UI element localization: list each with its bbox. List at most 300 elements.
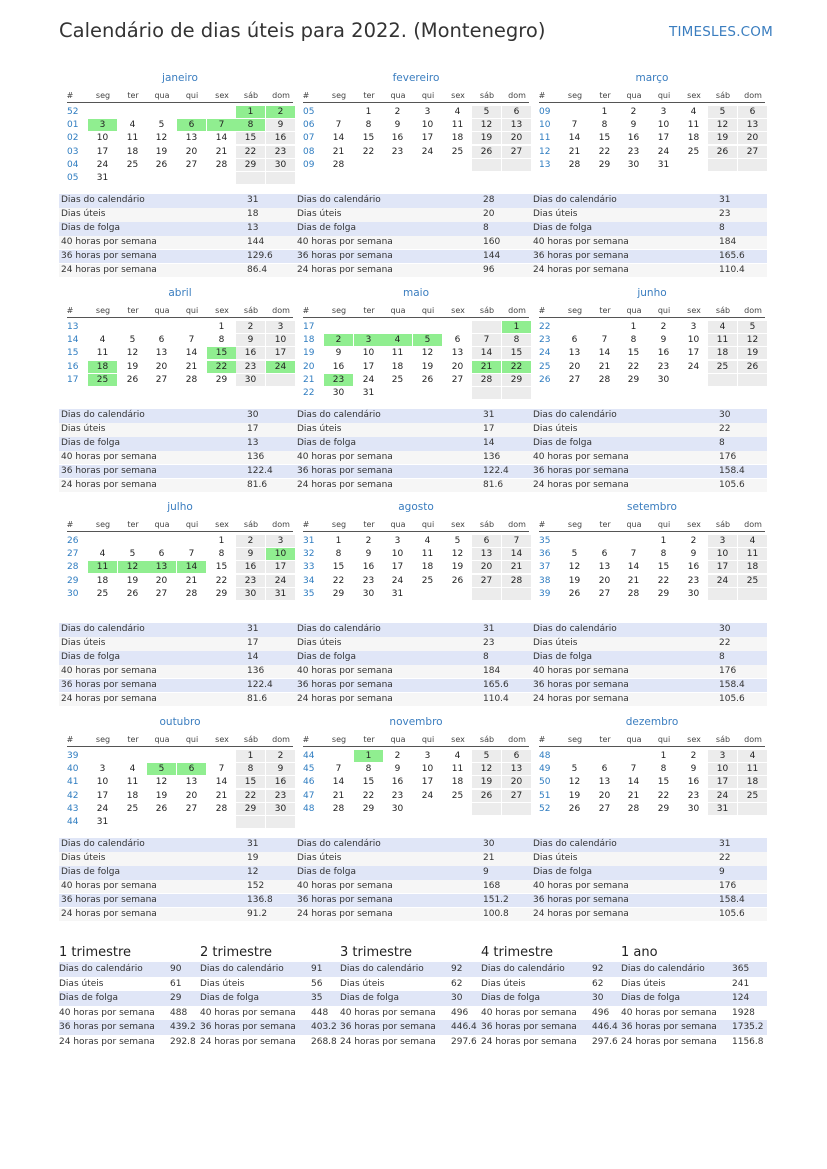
day-cell[interactable]: 30: [687, 588, 700, 599]
day-cell[interactable]: 1: [502, 321, 531, 333]
day-cell[interactable]: 3: [708, 750, 737, 762]
day-cell[interactable]: 15: [657, 777, 670, 788]
day-cell[interactable]: 11: [88, 561, 117, 573]
day-cell[interactable]: 1: [335, 536, 342, 546]
day-cell[interactable]: 25: [738, 790, 767, 802]
day-cell[interactable]: 7: [188, 549, 195, 560]
day-cell[interactable]: 17: [391, 562, 404, 573]
day-cell[interactable]: 7: [571, 120, 578, 131]
day-cell[interactable]: 26: [568, 588, 581, 599]
day-cell[interactable]: 27: [502, 146, 531, 158]
day-cell[interactable]: 16: [391, 777, 404, 788]
day-cell[interactable]: 22: [362, 790, 375, 801]
day-cell[interactable]: 31: [362, 388, 375, 398]
day-cell[interactable]: 31: [391, 588, 404, 599]
day-cell[interactable]: 21: [568, 146, 581, 157]
day-cell[interactable]: 18: [96, 575, 109, 586]
day-cell[interactable]: 11: [421, 549, 434, 560]
day-cell[interactable]: 25: [451, 790, 464, 801]
day-cell[interactable]: 13: [147, 561, 176, 573]
day-cell[interactable]: 28: [185, 374, 198, 385]
day-cell[interactable]: 2: [236, 535, 265, 547]
day-cell[interactable]: 2: [394, 751, 401, 761]
day-cell[interactable]: 25: [421, 575, 434, 586]
day-cell[interactable]: 23: [266, 790, 295, 802]
day-cell[interactable]: 20: [598, 575, 611, 586]
day-cell[interactable]: 5: [158, 120, 165, 131]
day-cell[interactable]: 24: [96, 803, 109, 814]
day-cell[interactable]: 8: [601, 120, 608, 131]
day-cell[interactable]: 30: [391, 803, 404, 814]
day-cell[interactable]: 5: [472, 750, 501, 762]
day-cell[interactable]: 21: [627, 790, 640, 801]
day-cell[interactable]: 13: [568, 348, 581, 359]
day-cell[interactable]: 5: [454, 536, 461, 546]
day-cell[interactable]: 27: [598, 803, 611, 814]
day-cell[interactable]: 5: [472, 106, 501, 118]
day-cell[interactable]: 15: [236, 132, 265, 144]
day-cell[interactable]: 22: [236, 146, 265, 158]
day-cell[interactable]: 3: [88, 119, 117, 131]
day-cell[interactable]: 16: [266, 776, 295, 788]
day-cell[interactable]: 12: [118, 561, 147, 573]
day-cell[interactable]: 13: [185, 133, 198, 144]
day-cell[interactable]: 1: [218, 322, 225, 332]
day-cell[interactable]: 28: [215, 159, 228, 170]
day-cell[interactable]: 30: [332, 388, 345, 398]
day-cell[interactable]: 14: [627, 562, 640, 573]
day-cell[interactable]: 9: [690, 549, 697, 560]
day-cell[interactable]: 21: [185, 575, 198, 586]
day-cell[interactable]: 23: [362, 575, 375, 586]
day-cell[interactable]: 24: [421, 790, 434, 801]
day-cell[interactable]: 14: [332, 777, 345, 788]
day-cell[interactable]: 26: [472, 146, 501, 158]
day-cell[interactable]: 19: [155, 146, 168, 157]
day-cell[interactable]: 25: [126, 803, 139, 814]
day-cell[interactable]: 1: [365, 107, 372, 117]
day-cell[interactable]: 19: [738, 347, 767, 359]
day-cell[interactable]: 25: [687, 146, 700, 157]
day-cell[interactable]: 21: [332, 146, 345, 157]
day-cell[interactable]: 2: [266, 750, 295, 762]
day-cell[interactable]: 19: [126, 361, 139, 372]
day-cell[interactable]: 13: [598, 562, 611, 573]
day-cell[interactable]: 5: [129, 335, 136, 346]
day-cell[interactable]: 18: [738, 776, 767, 788]
day-cell[interactable]: 24: [266, 575, 295, 587]
day-cell[interactable]: 16: [236, 347, 265, 359]
day-cell[interactable]: 23: [391, 146, 404, 157]
day-cell[interactable]: 7: [188, 335, 195, 346]
day-cell[interactable]: 8: [630, 335, 637, 346]
day-cell[interactable]: 29: [332, 588, 345, 599]
day-cell[interactable]: 4: [129, 120, 136, 131]
day-cell[interactable]: 19: [155, 790, 168, 801]
day-cell[interactable]: 23: [236, 361, 265, 373]
day-cell[interactable]: 13: [451, 348, 464, 359]
day-cell[interactable]: 30: [627, 159, 640, 170]
day-cell[interactable]: 8: [218, 335, 225, 346]
day-cell[interactable]: 9: [365, 549, 372, 560]
day-cell[interactable]: 16: [657, 348, 670, 359]
day-cell[interactable]: 27: [155, 588, 168, 599]
day-cell[interactable]: 6: [454, 335, 461, 346]
day-cell[interactable]: 8: [502, 334, 531, 346]
day-cell[interactable]: 15: [236, 776, 265, 788]
day-cell[interactable]: 23: [266, 146, 295, 158]
day-cell[interactable]: 17: [708, 776, 737, 788]
day-cell[interactable]: 11: [96, 348, 109, 359]
day-cell[interactable]: 22: [362, 146, 375, 157]
day-cell[interactable]: 31: [96, 817, 109, 827]
day-cell[interactable]: 18: [88, 361, 117, 373]
day-cell[interactable]: 22: [236, 790, 265, 802]
day-cell[interactable]: 15: [332, 562, 345, 573]
day-cell[interactable]: 8: [236, 763, 265, 775]
day-cell[interactable]: 28: [598, 374, 611, 385]
day-cell[interactable]: 31: [708, 803, 737, 815]
day-cell[interactable]: 6: [502, 750, 531, 762]
day-cell[interactable]: 4: [99, 335, 106, 346]
day-cell[interactable]: 24: [708, 790, 737, 802]
day-cell[interactable]: 22: [207, 361, 236, 373]
day-cell[interactable]: 6: [738, 106, 767, 118]
day-cell[interactable]: 6: [158, 335, 165, 346]
day-cell[interactable]: 19: [568, 790, 581, 801]
day-cell[interactable]: 6: [601, 764, 608, 775]
day-cell[interactable]: 24: [266, 361, 295, 373]
day-cell[interactable]: 5: [147, 763, 176, 775]
day-cell[interactable]: 1: [236, 106, 265, 118]
day-cell[interactable]: 23: [657, 361, 670, 372]
day-cell[interactable]: 17: [96, 146, 109, 157]
day-cell[interactable]: 17: [657, 133, 670, 144]
day-cell[interactable]: 22: [627, 361, 640, 372]
day-cell[interactable]: 12: [451, 549, 464, 560]
day-cell[interactable]: 10: [96, 777, 109, 788]
day-cell[interactable]: 17: [421, 133, 434, 144]
day-cell[interactable]: 21: [185, 361, 198, 372]
day-cell[interactable]: 31: [96, 173, 109, 183]
day-cell[interactable]: 15: [502, 347, 531, 359]
day-cell[interactable]: 13: [502, 763, 531, 775]
day-cell[interactable]: 18: [738, 561, 767, 573]
day-cell[interactable]: 15: [598, 133, 611, 144]
day-cell[interactable]: 12: [126, 348, 139, 359]
day-cell[interactable]: 15: [215, 562, 228, 573]
day-cell[interactable]: 2: [236, 321, 265, 333]
day-cell[interactable]: 26: [738, 361, 767, 373]
day-cell[interactable]: 13: [598, 777, 611, 788]
day-cell[interactable]: 20: [185, 790, 198, 801]
day-cell[interactable]: 22: [598, 146, 611, 157]
day-cell[interactable]: 16: [236, 561, 265, 573]
day-cell[interactable]: 20: [451, 361, 464, 372]
day-cell[interactable]: 12: [472, 763, 501, 775]
day-cell[interactable]: 8: [236, 119, 265, 131]
day-cell[interactable]: 15: [207, 347, 236, 359]
day-cell[interactable]: 5: [571, 549, 578, 560]
day-cell[interactable]: 1: [660, 751, 667, 761]
day-cell[interactable]: 9: [630, 120, 637, 131]
day-cell[interactable]: 17: [708, 561, 737, 573]
day-cell[interactable]: 18: [391, 361, 404, 372]
day-cell[interactable]: 9: [394, 764, 401, 775]
day-cell[interactable]: 25: [126, 159, 139, 170]
day-cell[interactable]: 27: [568, 374, 581, 385]
day-cell[interactable]: 29: [362, 803, 375, 814]
day-cell[interactable]: 1: [630, 322, 637, 332]
day-cell[interactable]: 12: [708, 119, 737, 131]
day-cell[interactable]: 8: [660, 549, 667, 560]
day-cell[interactable]: 26: [155, 803, 168, 814]
day-cell[interactable]: 6: [158, 549, 165, 560]
day-cell[interactable]: 18: [126, 790, 139, 801]
day-cell[interactable]: 4: [129, 764, 136, 775]
day-cell[interactable]: 10: [421, 764, 434, 775]
day-cell[interactable]: 28: [215, 803, 228, 814]
day-cell[interactable]: 7: [207, 119, 236, 131]
day-cell[interactable]: 10: [421, 120, 434, 131]
site-link[interactable]: TIMESLES.COM: [669, 24, 773, 40]
day-cell[interactable]: 31: [266, 588, 295, 600]
day-cell[interactable]: 18: [126, 146, 139, 157]
day-cell[interactable]: 6: [177, 763, 206, 775]
day-cell[interactable]: 12: [421, 348, 434, 359]
day-cell[interactable]: 22: [657, 575, 670, 586]
day-cell[interactable]: 2: [690, 536, 697, 546]
day-cell[interactable]: 27: [155, 374, 168, 385]
day-cell[interactable]: 7: [335, 120, 342, 131]
day-cell[interactable]: 2: [630, 107, 637, 117]
day-cell[interactable]: 21: [502, 561, 531, 573]
day-cell[interactable]: 29: [657, 803, 670, 814]
day-cell[interactable]: 9: [335, 348, 342, 359]
day-cell[interactable]: 20: [155, 575, 168, 586]
day-cell[interactable]: 20: [738, 132, 767, 144]
day-cell[interactable]: 7: [630, 764, 637, 775]
day-cell[interactable]: 20: [598, 790, 611, 801]
day-cell[interactable]: 21: [215, 790, 228, 801]
day-cell[interactable]: 29: [502, 374, 531, 386]
day-cell[interactable]: 7: [218, 764, 225, 775]
day-cell[interactable]: 16: [332, 361, 345, 372]
day-cell[interactable]: 10: [657, 120, 670, 131]
day-cell[interactable]: 15: [362, 133, 375, 144]
day-cell[interactable]: 17: [421, 777, 434, 788]
day-cell[interactable]: 24: [96, 159, 109, 170]
day-cell[interactable]: 16: [627, 133, 640, 144]
day-cell[interactable]: 17: [687, 348, 700, 359]
day-cell[interactable]: 8: [218, 549, 225, 560]
day-cell[interactable]: 29: [236, 803, 265, 815]
day-cell[interactable]: 23: [324, 374, 353, 386]
day-cell[interactable]: 15: [362, 777, 375, 788]
day-cell[interactable]: 14: [332, 133, 345, 144]
day-cell[interactable]: 12: [155, 133, 168, 144]
day-cell[interactable]: 28: [332, 803, 345, 814]
day-cell[interactable]: 7: [601, 335, 608, 346]
day-cell[interactable]: 1: [354, 750, 383, 762]
day-cell[interactable]: 20: [472, 561, 501, 573]
day-cell[interactable]: 23: [687, 575, 700, 586]
day-cell[interactable]: 21: [215, 146, 228, 157]
day-cell[interactable]: 29: [215, 374, 228, 385]
day-cell[interactable]: 3: [690, 322, 697, 332]
day-cell[interactable]: 18: [451, 133, 464, 144]
day-cell[interactable]: 14: [502, 548, 531, 560]
day-cell[interactable]: 26: [568, 803, 581, 814]
day-cell[interactable]: 11: [451, 120, 464, 131]
day-cell[interactable]: 25: [96, 588, 109, 599]
day-cell[interactable]: 25: [451, 146, 464, 157]
day-cell[interactable]: 29: [215, 588, 228, 599]
day-cell[interactable]: 16: [687, 562, 700, 573]
day-cell[interactable]: 8: [660, 764, 667, 775]
day-cell[interactable]: 5: [413, 334, 442, 346]
day-cell[interactable]: 13: [185, 777, 198, 788]
day-cell[interactable]: 23: [236, 575, 265, 587]
day-cell[interactable]: 28: [627, 803, 640, 814]
day-cell[interactable]: 18: [451, 777, 464, 788]
day-cell[interactable]: 25: [708, 361, 737, 373]
day-cell[interactable]: 14: [598, 348, 611, 359]
day-cell[interactable]: 10: [96, 133, 109, 144]
day-cell[interactable]: 29: [236, 159, 265, 171]
day-cell[interactable]: 3: [266, 535, 295, 547]
day-cell[interactable]: 22: [657, 790, 670, 801]
day-cell[interactable]: 14: [185, 348, 198, 359]
day-cell[interactable]: 24: [657, 146, 670, 157]
day-cell[interactable]: 26: [421, 374, 434, 385]
day-cell[interactable]: 4: [99, 549, 106, 560]
day-cell[interactable]: 13: [502, 119, 531, 131]
day-cell[interactable]: 14: [215, 133, 228, 144]
day-cell[interactable]: 30: [266, 159, 295, 171]
day-cell[interactable]: 22: [502, 361, 531, 373]
day-cell[interactable]: 19: [451, 562, 464, 573]
day-cell[interactable]: 8: [335, 549, 342, 560]
day-cell[interactable]: 4: [424, 536, 431, 546]
day-cell[interactable]: 7: [502, 535, 531, 547]
day-cell[interactable]: 28: [502, 575, 531, 587]
day-cell[interactable]: 24: [687, 361, 700, 372]
day-cell[interactable]: 10: [708, 548, 737, 560]
day-cell[interactable]: 21: [627, 575, 640, 586]
day-cell[interactable]: 19: [421, 361, 434, 372]
day-cell[interactable]: 11: [738, 763, 767, 775]
day-cell[interactable]: 19: [708, 132, 737, 144]
day-cell[interactable]: 11: [687, 120, 700, 131]
day-cell[interactable]: 2: [365, 536, 372, 546]
day-cell[interactable]: 4: [690, 107, 697, 117]
day-cell[interactable]: 16: [687, 777, 700, 788]
day-cell[interactable]: 3: [354, 334, 383, 346]
day-cell[interactable]: 4: [708, 321, 737, 333]
day-cell[interactable]: 30: [657, 374, 670, 385]
day-cell[interactable]: 11: [708, 334, 737, 346]
day-cell[interactable]: 23: [391, 790, 404, 801]
day-cell[interactable]: 20: [502, 132, 531, 144]
day-cell[interactable]: 28: [472, 374, 501, 386]
day-cell[interactable]: 2: [394, 107, 401, 117]
day-cell[interactable]: 26: [472, 790, 501, 802]
day-cell[interactable]: 6: [502, 106, 531, 118]
day-cell[interactable]: 24: [362, 374, 375, 385]
day-cell[interactable]: 2: [660, 322, 667, 332]
day-cell[interactable]: 15: [627, 348, 640, 359]
day-cell[interactable]: 4: [738, 535, 767, 547]
day-cell[interactable]: 18: [687, 133, 700, 144]
day-cell[interactable]: 12: [568, 562, 581, 573]
day-cell[interactable]: 26: [708, 146, 737, 158]
day-cell[interactable]: 3: [424, 107, 431, 117]
day-cell[interactable]: 23: [627, 146, 640, 157]
day-cell[interactable]: 29: [657, 588, 670, 599]
day-cell[interactable]: 4: [454, 751, 461, 761]
day-cell[interactable]: 14: [215, 777, 228, 788]
day-cell[interactable]: 25: [88, 374, 117, 386]
day-cell[interactable]: 12: [738, 334, 767, 346]
day-cell[interactable]: 30: [236, 588, 265, 600]
day-cell[interactable]: 19: [568, 575, 581, 586]
day-cell[interactable]: 17: [96, 790, 109, 801]
day-cell[interactable]: 26: [155, 159, 168, 170]
day-cell[interactable]: 17: [266, 561, 295, 573]
day-cell[interactable]: 4: [383, 334, 412, 346]
day-cell[interactable]: 27: [451, 374, 464, 385]
day-cell[interactable]: 28: [568, 159, 581, 170]
day-cell[interactable]: 12: [472, 119, 501, 131]
day-cell[interactable]: 26: [451, 575, 464, 586]
day-cell[interactable]: 8: [365, 764, 372, 775]
day-cell[interactable]: 11: [451, 764, 464, 775]
day-cell[interactable]: 21: [332, 790, 345, 801]
day-cell[interactable]: 30: [687, 803, 700, 814]
day-cell[interactable]: 1: [236, 750, 265, 762]
day-cell[interactable]: 1: [601, 107, 608, 117]
day-cell[interactable]: 29: [598, 159, 611, 170]
day-cell[interactable]: 17: [362, 361, 375, 372]
day-cell[interactable]: 25: [738, 575, 767, 587]
day-cell[interactable]: 5: [571, 764, 578, 775]
day-cell[interactable]: 24: [391, 575, 404, 586]
day-cell[interactable]: 13: [472, 548, 501, 560]
day-cell[interactable]: 5: [708, 106, 737, 118]
day-cell[interactable]: 6: [601, 549, 608, 560]
day-cell[interactable]: 20: [155, 361, 168, 372]
day-cell[interactable]: 3: [708, 535, 737, 547]
day-cell[interactable]: 20: [568, 361, 581, 372]
day-cell[interactable]: 31: [657, 159, 670, 170]
day-cell[interactable]: 10: [362, 348, 375, 359]
day-cell[interactable]: 26: [126, 588, 139, 599]
day-cell[interactable]: 28: [185, 588, 198, 599]
day-cell[interactable]: 9: [394, 120, 401, 131]
day-cell[interactable]: 9: [236, 548, 265, 560]
day-cell[interactable]: 15: [657, 562, 670, 573]
day-cell[interactable]: 5: [738, 321, 767, 333]
day-cell[interactable]: 14: [568, 133, 581, 144]
day-cell[interactable]: 10: [687, 335, 700, 346]
day-cell[interactable]: 9: [690, 764, 697, 775]
day-cell[interactable]: 1: [218, 536, 225, 546]
day-cell[interactable]: 2: [324, 334, 353, 346]
day-cell[interactable]: 14: [627, 777, 640, 788]
day-cell[interactable]: 3: [424, 751, 431, 761]
day-cell[interactable]: 11: [738, 548, 767, 560]
